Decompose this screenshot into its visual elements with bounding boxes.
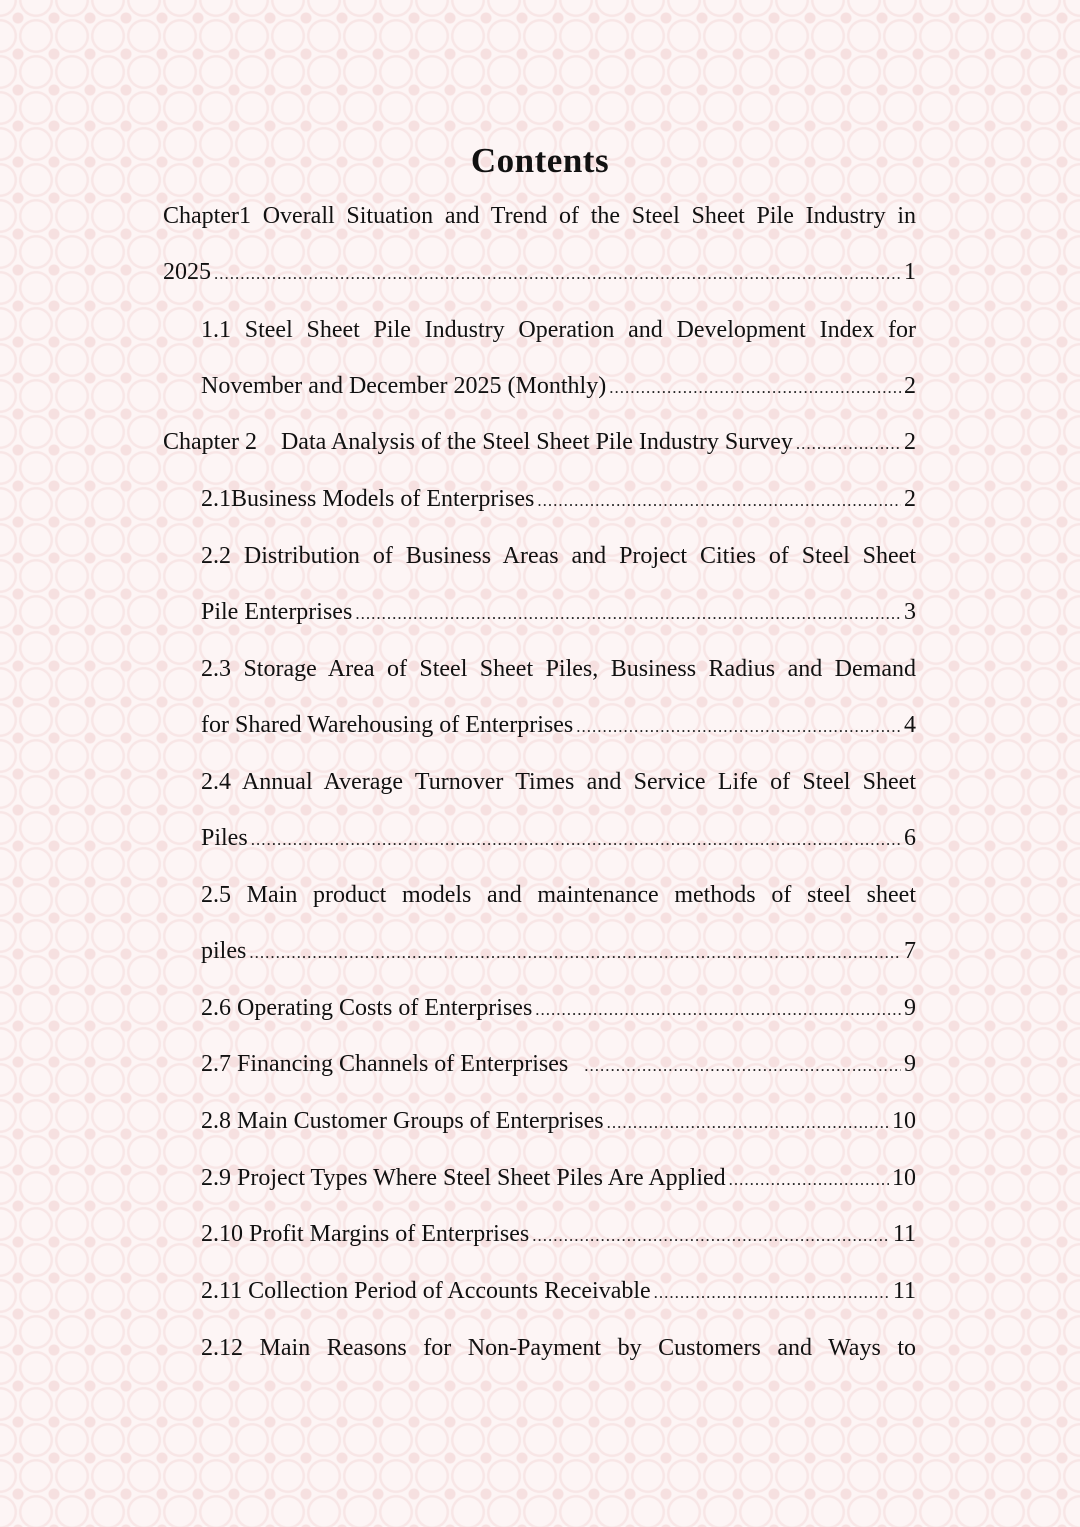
toc-entry-text: 2.1Business Models of Enterprises bbox=[201, 486, 535, 512]
toc-chapter-2[interactable] bbox=[163, 425, 916, 459]
toc-page-number: 11 bbox=[892, 1278, 916, 1304]
toc-section-2-2-line-2[interactable] bbox=[201, 595, 916, 629]
dot-leader bbox=[535, 993, 901, 1027]
dot-leader bbox=[584, 1049, 901, 1083]
toc-page-number: 2 bbox=[904, 429, 916, 455]
toc-entry-text: for Shared Warehousing of Enterprises bbox=[201, 712, 574, 738]
toc-page-number: 7 bbox=[904, 938, 916, 964]
dot-leader bbox=[607, 1106, 889, 1140]
toc-section-2-5-line-1: 2.5 Main product models and maintenance methods of steel sheet bbox=[201, 882, 916, 908]
toc-entry-text: piles bbox=[201, 938, 247, 964]
toc-entry-text: 2.9 Project Types Where Steel Sheet Piles Are Applied bbox=[201, 1165, 726, 1191]
dot-leader bbox=[729, 1163, 889, 1197]
dot-leader bbox=[249, 936, 901, 970]
toc-page-number: 4 bbox=[904, 712, 916, 738]
toc-entry-text: 2.10 Profit Margins of Enterprises bbox=[201, 1221, 530, 1247]
toc-section-2-5-line-2[interactable] bbox=[201, 934, 916, 968]
toc-entry-text: 2.8 Main Customer Groups of Enterprises bbox=[201, 1108, 604, 1134]
toc-entry-text: 2.7 Financing Channels of Enterprises bbox=[201, 1051, 569, 1077]
toc-entry-text: 2025 bbox=[163, 259, 211, 285]
toc-page-number: 10 bbox=[892, 1165, 916, 1191]
toc-section-2-12-line-1: 2.12 Main Reasons for Non-Payment by Customers and Ways to bbox=[201, 1335, 916, 1361]
toc-page-number: 9 bbox=[904, 995, 916, 1021]
toc-page-number: 6 bbox=[904, 825, 916, 851]
dot-leader bbox=[355, 597, 901, 631]
toc-page-number: 11 bbox=[892, 1221, 916, 1247]
toc-chapter-1-line-1: Chapter1 Overall Situation and Trend of the Steel Sheet Pile Industry in bbox=[163, 203, 916, 229]
dot-leader bbox=[214, 257, 901, 291]
toc-section-2-3-line-2[interactable] bbox=[201, 708, 916, 742]
toc-section-2-11[interactable] bbox=[201, 1274, 916, 1308]
toc-section-2-6[interactable] bbox=[201, 991, 916, 1025]
toc-section-2-7[interactable] bbox=[201, 1047, 916, 1081]
dot-leader bbox=[609, 371, 901, 405]
toc-entry-text: Pile Enterprises bbox=[201, 599, 353, 625]
toc-section-2-8[interactable] bbox=[201, 1104, 916, 1138]
toc-entry-text: November and December 2025 (Monthly) bbox=[201, 373, 607, 399]
dot-leader bbox=[576, 710, 901, 744]
toc-entry-text: 2.11 Collection Period of Accounts Receivable bbox=[201, 1278, 651, 1304]
toc-section-2-3-line-1: 2.3 Storage Area of Steel Sheet Piles, Business Radius and Demand bbox=[201, 656, 916, 682]
toc-section-2-1[interactable] bbox=[201, 482, 916, 516]
toc-entry-text: 2.6 Operating Costs of Enterprises bbox=[201, 995, 533, 1021]
toc-section-1-1-line-1: 1.1 Steel Sheet Pile Industry Operation and Development Index for bbox=[201, 317, 916, 343]
toc-section-1-1-line-2[interactable] bbox=[201, 369, 916, 403]
toc-page-number: 9 bbox=[904, 1051, 916, 1077]
dot-leader bbox=[796, 427, 901, 461]
toc-page-number: 10 bbox=[892, 1108, 916, 1134]
dot-leader bbox=[532, 1219, 890, 1253]
toc-section-2-2-line-1: 2.2 Distribution of Business Areas and Project Cities of Steel Sheet bbox=[201, 543, 916, 569]
toc-entry-text: Piles bbox=[201, 825, 248, 851]
toc-page-number: 3 bbox=[904, 599, 916, 625]
toc-section-2-4-line-1: 2.4 Annual Average Turnover Times and Service Life of Steel Sheet bbox=[201, 769, 916, 795]
toc-page-number: 1 bbox=[904, 259, 916, 285]
toc-page-number: 2 bbox=[904, 486, 916, 512]
toc-section-2-10[interactable] bbox=[201, 1217, 916, 1251]
page-title: Contents bbox=[470, 141, 610, 180]
dot-leader bbox=[537, 484, 901, 518]
toc-section-2-4-line-2[interactable] bbox=[201, 821, 916, 855]
dot-leader bbox=[654, 1276, 890, 1310]
toc-entry-text: Chapter 2 Data Analysis of the Steel Sheet Pile Industry Survey bbox=[163, 429, 793, 455]
toc-section-2-9[interactable] bbox=[201, 1161, 916, 1195]
dot-leader bbox=[251, 823, 901, 857]
toc-page-number: 2 bbox=[904, 373, 916, 399]
toc-chapter-1-line-2[interactable] bbox=[163, 255, 916, 289]
